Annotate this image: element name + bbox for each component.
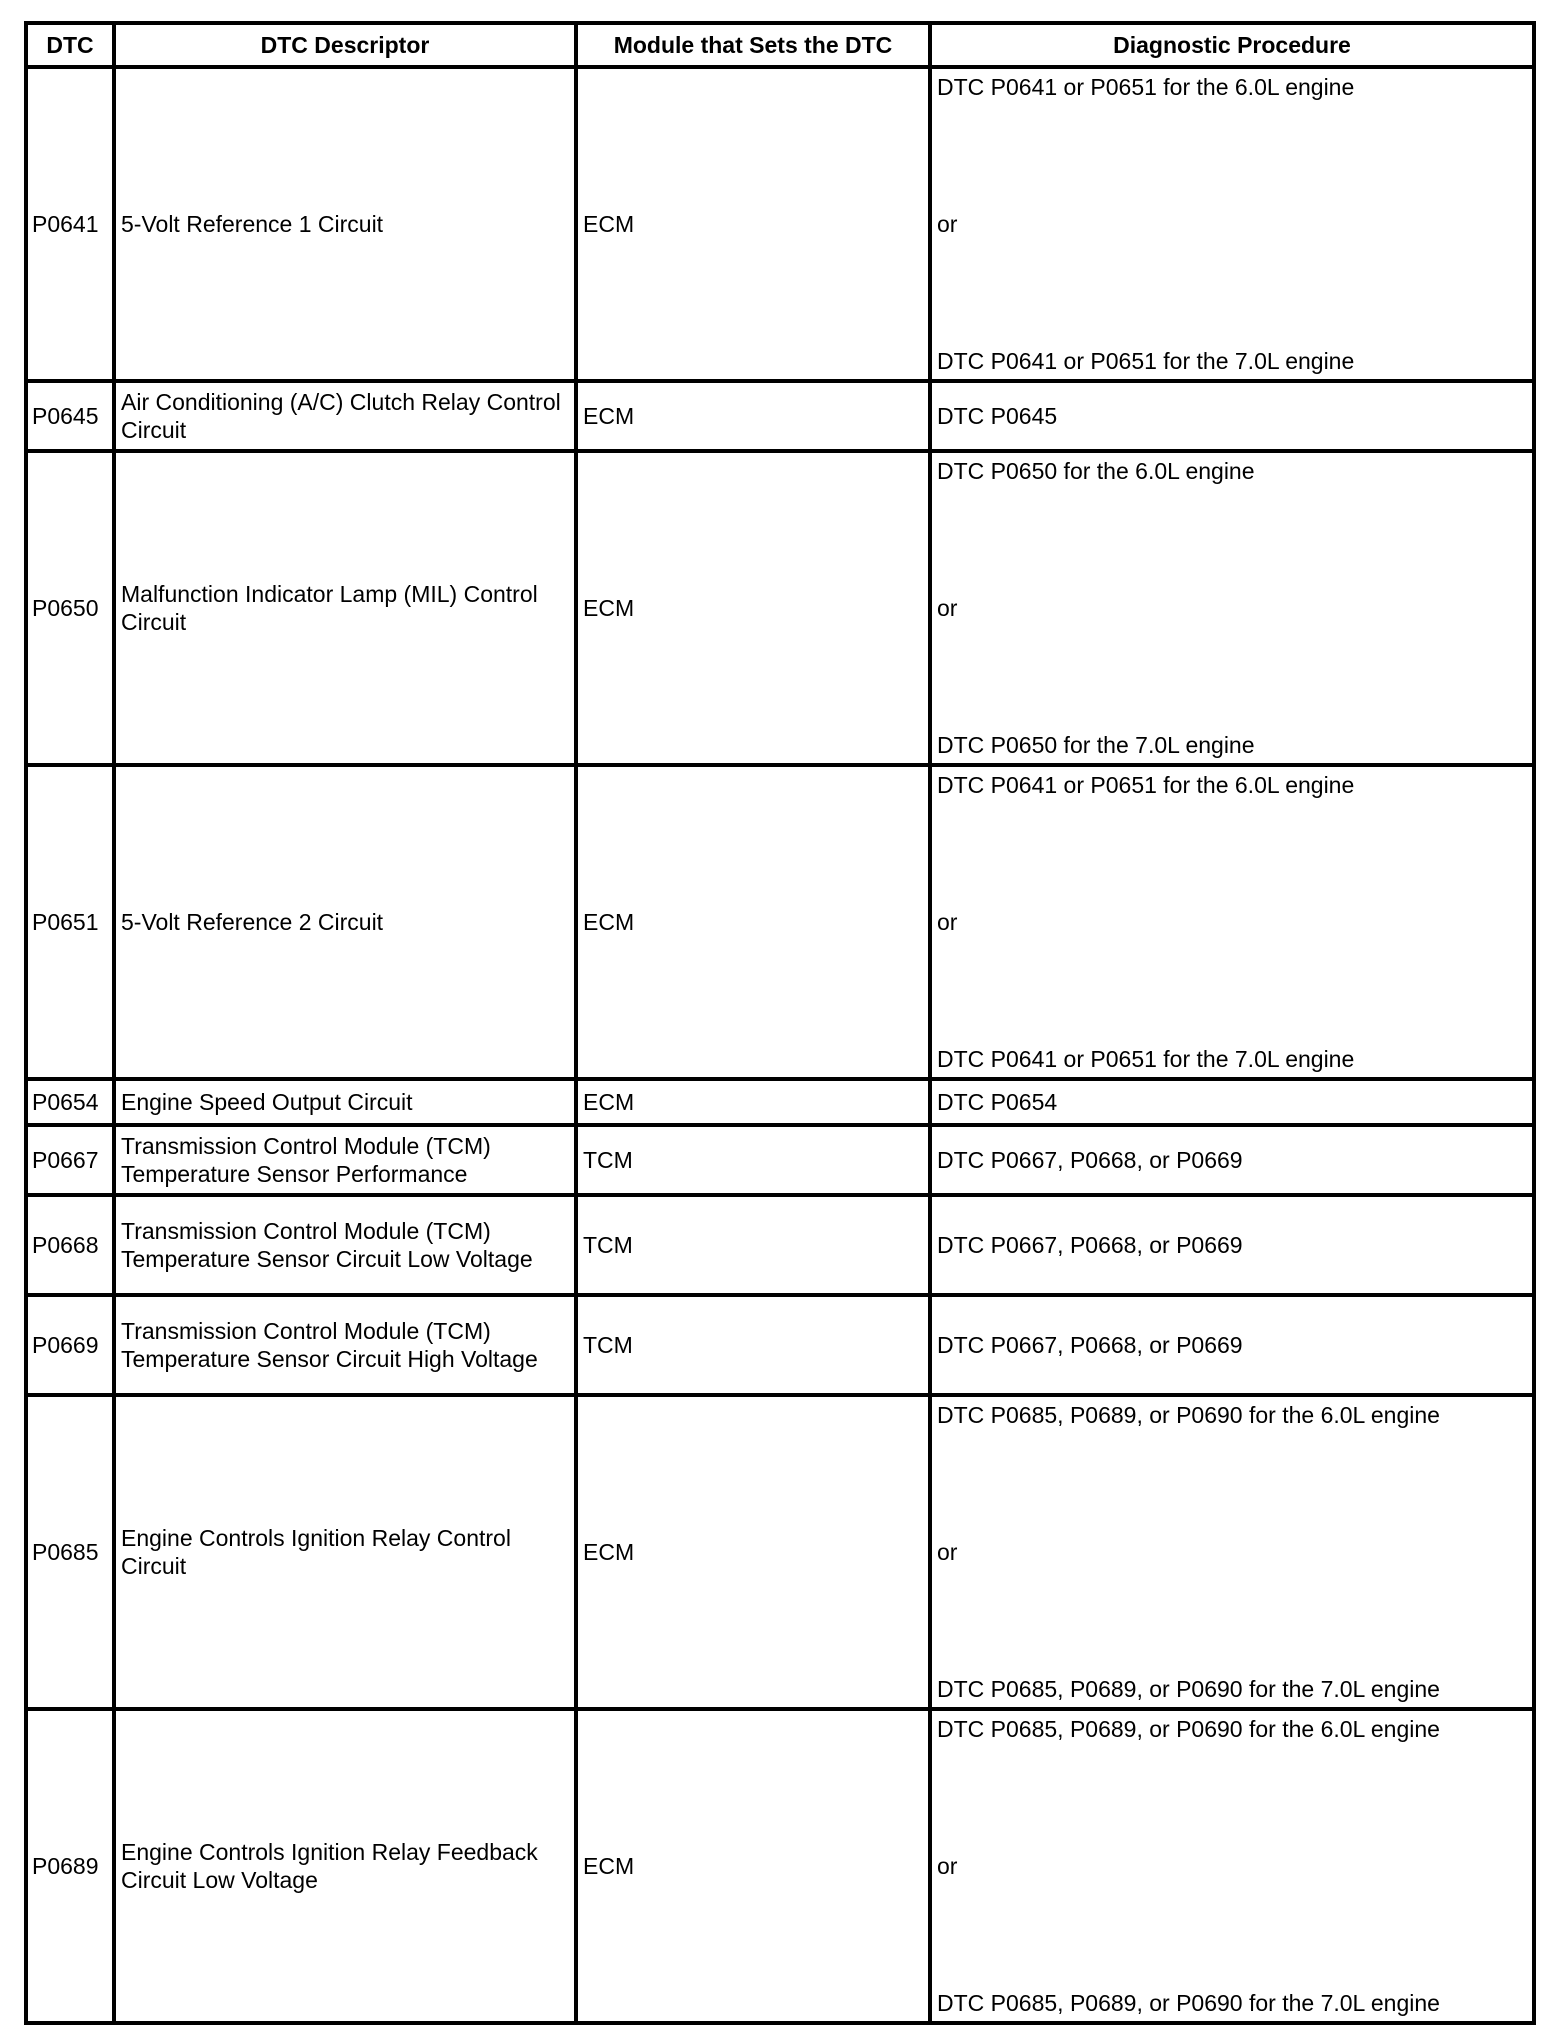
table-row <box>26 451 1534 765</box>
table-row <box>26 67 1534 381</box>
dtc-code: P0641 <box>26 67 114 381</box>
table-row <box>26 1395 1534 1709</box>
procedure-line[interactable]: DTC P0650 for the 7.0L engine <box>937 732 1255 758</box>
procedure-line[interactable]: DTC P0641 or P0651 for the 7.0L engine <box>937 1046 1355 1072</box>
module: TCM <box>576 1125 930 1195</box>
diagnostic-procedure <box>930 67 1534 381</box>
dtc-table <box>24 21 1536 2025</box>
diagnostic-procedure <box>930 1709 1534 2023</box>
procedure-line[interactable]: DTC P0685, P0689, or P0690 for the 6.0L engine <box>937 1716 1440 1742</box>
procedure-line[interactable]: DTC P0641 or P0651 for the 6.0L engine <box>937 772 1355 798</box>
procedure-or: or <box>937 211 958 237</box>
procedure-line[interactable]: DTC P0650 for the 6.0L engine <box>937 458 1255 484</box>
header-dtc: DTC <box>26 23 114 67</box>
module: ECM <box>576 1079 930 1125</box>
dtc-descriptor: Engine Controls Ignition Relay Feedback Circuit Low Voltage <box>114 1709 576 2023</box>
dtc-descriptor: Transmission Control Module (TCM) Temperature Sensor Performance <box>114 1125 576 1195</box>
header-module: Module that Sets the DTC <box>576 23 930 67</box>
procedure-or: or <box>937 909 958 935</box>
dtc-code: P0689 <box>26 1709 114 2023</box>
module: ECM <box>576 451 930 765</box>
dtc-code: P0654 <box>26 1079 114 1125</box>
procedure-line[interactable]: DTC P0685, P0689, or P0690 for the 7.0L engine <box>937 1990 1440 2016</box>
module: TCM <box>576 1195 930 1295</box>
dtc-code: P0668 <box>26 1195 114 1295</box>
procedure-line[interactable]: DTC P0667, P0668, or P0669 <box>930 1295 1534 1395</box>
dtc-descriptor: Transmission Control Module (TCM) Temperature Sensor Circuit High Voltage <box>114 1295 576 1395</box>
table-row <box>26 765 1534 1079</box>
diagnostic-procedure <box>930 765 1534 1079</box>
procedure-line[interactable]: DTC P0685, P0689, or P0690 for the 7.0L engine <box>937 1676 1440 1702</box>
module: ECM <box>576 1395 930 1709</box>
dtc-descriptor: Engine Controls Ignition Relay Control Circuit <box>114 1395 576 1709</box>
procedure-line[interactable]: DTC P0645 <box>930 381 1534 451</box>
diagnostic-procedure <box>930 451 1534 765</box>
diagnostic-procedure <box>930 1395 1534 1709</box>
dtc-code: P0650 <box>26 451 114 765</box>
procedure-or: or <box>937 1853 958 1879</box>
dtc-code: P0685 <box>26 1395 114 1709</box>
procedure-or: or <box>937 1539 958 1565</box>
dtc-descriptor: Transmission Control Module (TCM) Temperature Sensor Circuit Low Voltage <box>114 1195 576 1295</box>
module: ECM <box>576 67 930 381</box>
module: TCM <box>576 1295 930 1395</box>
procedure-line[interactable]: DTC P0654 <box>930 1079 1534 1125</box>
table-row <box>26 1195 1534 1295</box>
table-row <box>26 1709 1534 2023</box>
procedure-line[interactable]: DTC P0667, P0668, or P0669 <box>930 1195 1534 1295</box>
dtc-code: P0651 <box>26 765 114 1079</box>
dtc-code: P0669 <box>26 1295 114 1395</box>
dtc-descriptor: Air Conditioning (A/C) Clutch Relay Control Circuit <box>114 381 576 451</box>
table-row <box>26 1295 1534 1395</box>
table-row <box>26 1079 1534 1125</box>
dtc-code: P0645 <box>26 381 114 451</box>
header-procedure: Diagnostic Procedure <box>930 23 1534 67</box>
procedure-line[interactable]: DTC P0667, P0668, or P0669 <box>930 1125 1534 1195</box>
procedure-line[interactable]: DTC P0641 or P0651 for the 7.0L engine <box>937 348 1355 374</box>
dtc-code: P0667 <box>26 1125 114 1195</box>
dtc-descriptor: 5-Volt Reference 1 Circuit <box>114 67 576 381</box>
header-descriptor: DTC Descriptor <box>114 23 576 67</box>
procedure-line[interactable]: DTC P0641 or P0651 for the 6.0L engine <box>937 74 1355 100</box>
table-row <box>26 381 1534 451</box>
dtc-descriptor: Engine Speed Output Circuit <box>114 1079 576 1125</box>
dtc-descriptor: Malfunction Indicator Lamp (MIL) Control Circuit <box>114 451 576 765</box>
table-row <box>26 1125 1534 1195</box>
dtc-descriptor: 5-Volt Reference 2 Circuit <box>114 765 576 1079</box>
module: ECM <box>576 1709 930 2023</box>
procedure-or: or <box>937 595 958 621</box>
procedure-line[interactable]: DTC P0685, P0689, or P0690 for the 6.0L engine <box>937 1402 1440 1428</box>
module: ECM <box>576 765 930 1079</box>
module: ECM <box>576 381 930 451</box>
header-row <box>26 23 1534 67</box>
